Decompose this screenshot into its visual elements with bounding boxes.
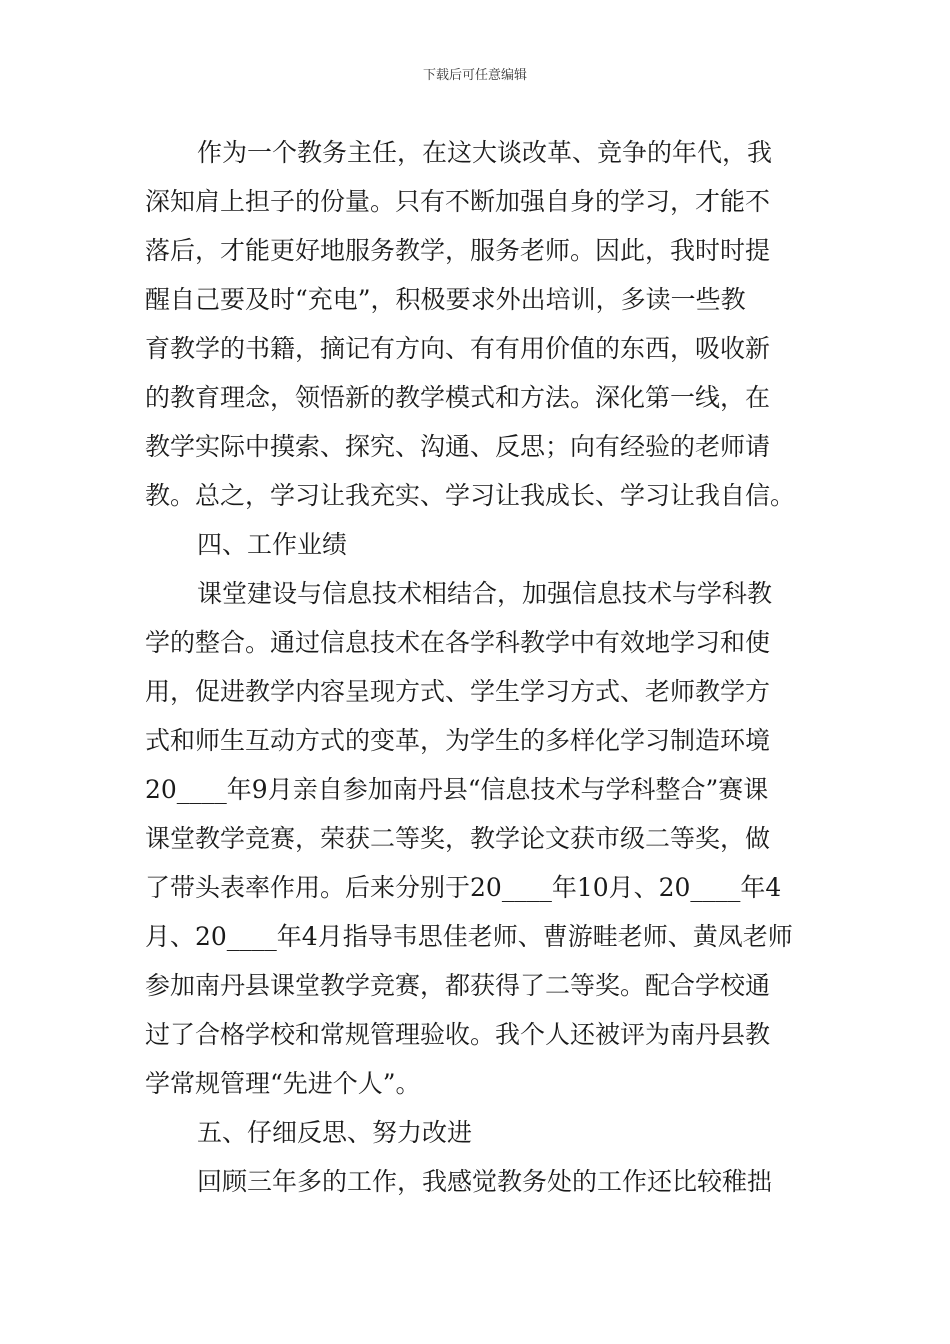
text-line: 式和师生互动方式的变革，为学生的多样化学习制造环境 xyxy=(145,726,771,755)
text-line: 教学实际中摸索、探究、沟通、反思；向有经验的老师请 xyxy=(145,432,771,461)
text-line: 月、20____年4月指导韦思佳老师、曹游畦老师、黄凤老师 xyxy=(145,922,793,951)
text-line: 深知肩上担子的份量。只有不断加强自身的学习，才能不 xyxy=(145,187,771,216)
text-line: 醒自己要及时“充电”，积极要求外出培训，多读一些教 xyxy=(145,285,746,314)
text-line: 过了合格学校和常规管理验收。我个人还被评为南丹县教 xyxy=(145,1020,771,1049)
text-line: 了带头表率作用。后来分别于20____年10月、20____年4 xyxy=(145,873,782,902)
section-heading: 四、工作业绩 xyxy=(197,530,348,559)
text-line: 落后，才能更好地服务教学，服务老师。因此，我时时提 xyxy=(145,236,771,265)
section-heading: 五、仔细反思、努力改进 xyxy=(197,1118,473,1147)
text-line: 学常规管理“先进个人”。 xyxy=(145,1069,421,1098)
document-body xyxy=(145,128,807,1206)
text-line: 20____年9月亲自参加南丹县“信息技术与学科整合”赛课 xyxy=(145,775,769,804)
text-line: 参加南丹县课堂教学竞赛，都获得了二等奖。配合学校通 xyxy=(145,971,771,1000)
text-line: 课堂教学竞赛，荣获二等奖，教学论文获市级二等奖，做 xyxy=(145,824,771,853)
text-line: 学的整合。通过信息技术在各学科教学中有效地学习和使 xyxy=(145,628,771,657)
text-line: 回顾三年多的工作，我感觉教务处的工作还比较稚拙 xyxy=(197,1167,773,1196)
text-line: 作为一个教务主任，在这大谈改革、竞争的年代，我 xyxy=(197,138,773,167)
text-line: 育教学的书籍，摘记有方向、有有用价值的东西，吸收新 xyxy=(145,334,771,363)
text-line: 用，促进教学内容呈现方式、学生学习方式、老师教学方 xyxy=(145,677,771,706)
page-header: 下载后可任意编辑 xyxy=(422,68,527,83)
text-line: 课堂建设与信息技术相结合，加强信息技术与学科教 xyxy=(197,579,773,608)
text-line: 的教育理念，领悟新的教学模式和方法。深化第一线，在 xyxy=(145,383,771,412)
text-line: 教。总之，学习让我充实、学习让我成长、学习让我自信。 xyxy=(145,481,796,510)
